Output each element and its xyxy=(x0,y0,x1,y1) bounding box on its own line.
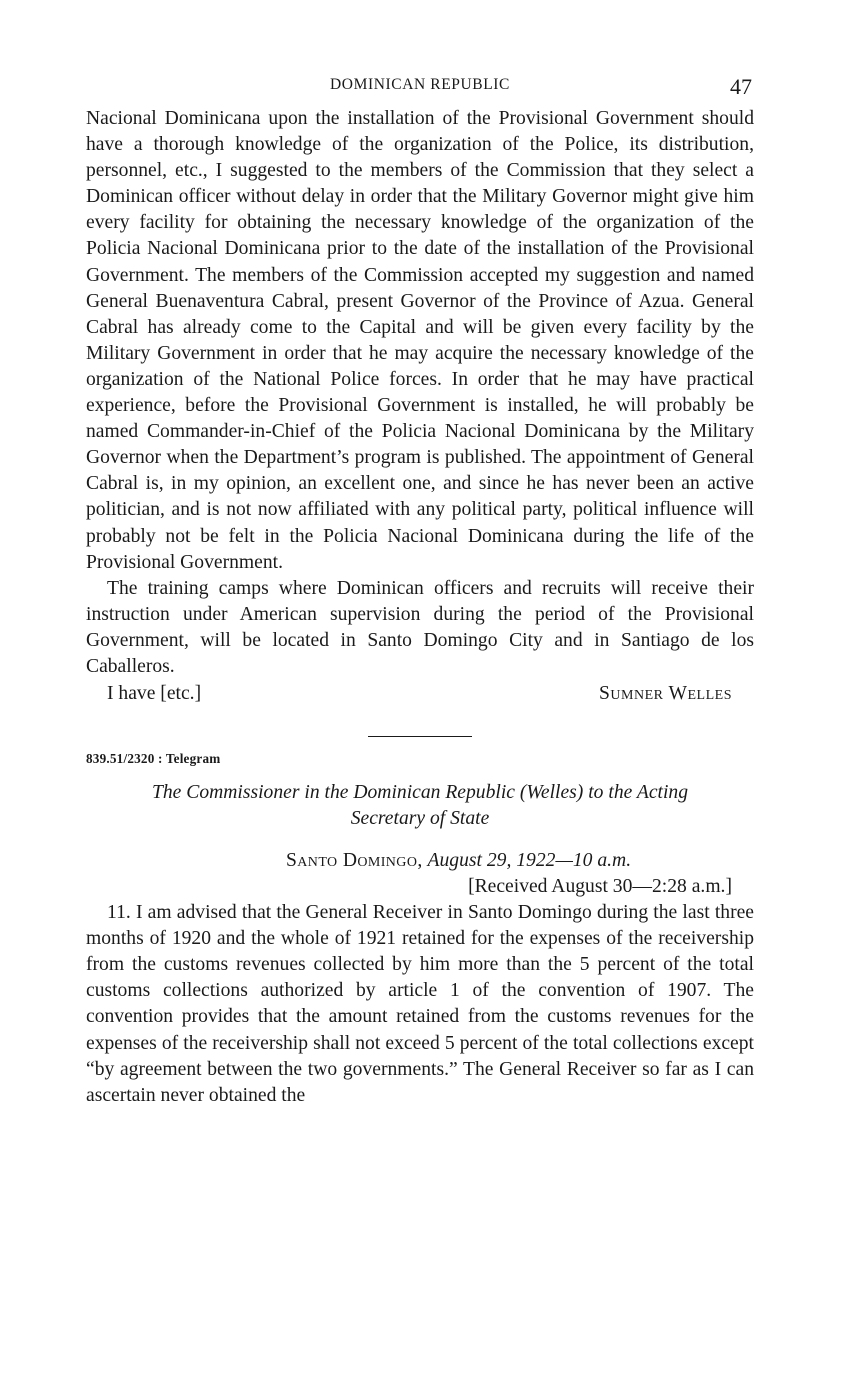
running-title: DOMINICAN REPUBLIC xyxy=(329,76,510,93)
received-note: [Received August 30—2:28 a.m.] xyxy=(468,876,732,898)
section-divider xyxy=(368,736,472,737)
dateline-date: August 29, 1922—10 a.m. xyxy=(427,850,632,872)
running-header xyxy=(86,72,754,106)
heading-line-2: Secretary of State xyxy=(350,808,490,830)
heading-line-1: The Commissioner in the Dominican Republic (Welles) to the Acting xyxy=(151,782,689,804)
document-page xyxy=(86,72,754,1109)
telegram-paragraph: 11. I am advised that the General Receiver in Santo Domingo during the last three months of 1920 and the whole of 1921 retained for the expenses of the receivership from the customs revenues collected by him more than the 5 percent of the total customs collections authorized by article 1 of the convention of 1907. The convention provides that the amount retained from the customs revenues for the expenses of the receivership shall not exceed 5 percent of the total collections except “by agreement between the two governments.” The General Receiver so far as I can ascertain never obtained the xyxy=(86,902,754,1106)
body-paragraph-training-camps: The training camps where Dominican officers and recruits will receive their instruction under American supervision during the period of the Provisional Government, will be located in Santo Domingo City and in Santiago de los Caballeros. xyxy=(86,577,754,677)
signature: Sumner Welles xyxy=(599,683,732,705)
body-paragraph-continued: Nacional Dominicana upon the installation of the Provisional Government should have a thorough knowledge of the organization of the Police, its distribution, personnel, etc., I suggested to the members of the Commission that they select a Dominican officer without delay in order that the Military Governor might give him every facility for obtaining the necessary knowledge of the organization of the Policia Nacional Dominicana prior to the date of the installation of the Provisional Government. The members of the Commission accepted my suggestion and named General Buenaventura Cabral, present Governor of the Province of Azua. General Cabral has already come to the Capital and will be given every facility by the Military Government in order that he may acquire the necessary knowledge of the organization of the National Police forces. In order that he may have practical experience, before the Provisional Government is installed, he will probably be named Commander-in-Chief of the Policia Nacional Dominicana by the Military Governor when the Department’s program is published. The appointment of General Cabral is, in my opinion, an excellent one, and since he has never been an active politician, and is not now affiliated with any political party, political influence will probably not be felt in the Policia Nacional Dominicana during the life of the Provisional Government. xyxy=(86,108,754,573)
dateline-place: Santo Domingo, xyxy=(286,850,423,872)
complimentary-close: I have [etc.] xyxy=(107,683,202,705)
document-heading xyxy=(86,780,754,832)
file-reference: 839.51/2320 : Telegram xyxy=(86,751,221,767)
page-number: 47 xyxy=(730,74,752,99)
letter-closing xyxy=(86,681,754,707)
dateline xyxy=(86,848,754,874)
